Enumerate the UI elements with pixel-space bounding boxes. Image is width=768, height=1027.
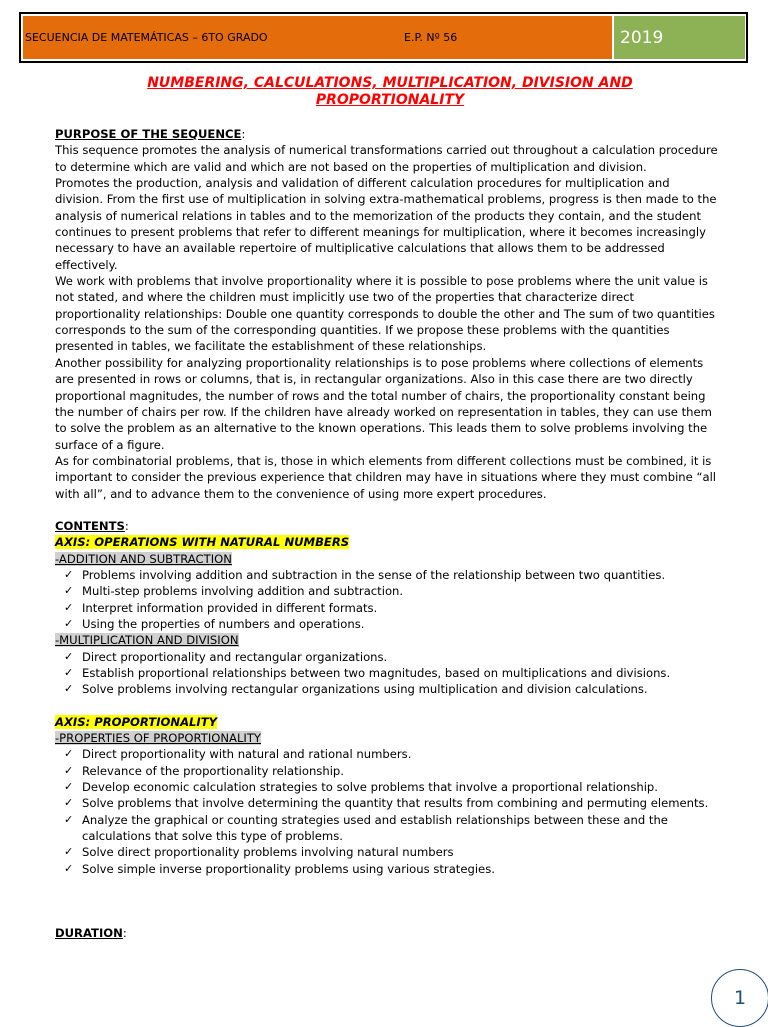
list-item-text: Solve problems that involve determining the quantity that results from combining and permuting elements. <box>82 796 709 811</box>
year-label: 2019 <box>620 28 664 48</box>
subsection-heading <box>55 730 720 746</box>
purpose-paragraph: This sequence promotes the analysis of numerical transformations carried out throughout a calculation procedure to determine which are valid and which are not based on the properties of multiplication and division. <box>55 143 718 174</box>
check-icon: ✓ <box>64 780 74 794</box>
axis-heading <box>55 714 720 730</box>
list-item <box>64 746 720 762</box>
purpose-paragraph: Promotes the production, analysis and validation of different calculation procedures for multiplication and division. From the first use of multiplication in solving extra-mathematical problems, progress is then made to the analysis of numerical relations in tables and to the memorization of the products they contain, and the student continues to present problems that refer to different meanings for multiplication, where it becomes increasingly necessary to have an available repertoire of multiplicative calculations that allows them to be addressed effectively. <box>55 176 717 272</box>
page-number-badge <box>711 969 768 1027</box>
page-number: 1 <box>733 987 747 1009</box>
check-icon: ✓ <box>64 567 74 581</box>
axis-1-sub-1-list <box>55 567 720 632</box>
header-year-cell <box>614 16 745 59</box>
title-line-1: NUMBERING, CALCULATIONS, MULTIPLICATION, DIVISION AND <box>147 75 633 91</box>
list-item <box>64 763 720 779</box>
duration-label: DURATION <box>55 926 123 941</box>
subsection-heading <box>55 632 720 648</box>
contents-heading <box>55 518 720 534</box>
check-icon: ✓ <box>64 584 74 598</box>
duration-colon: : <box>122 926 127 941</box>
list-item <box>64 812 720 845</box>
axis-1-sub-2-list <box>55 649 720 698</box>
axis-1-title: AXIS: OPERATIONS WITH NATURAL NUMBERS <box>55 535 350 550</box>
purpose-paragraph: As for combinatorial problems, that is, those in which elements from different collections must be combined, it is important to consider the previous experience that children may have in situations where they must combine “all with all”, and to advance them to the convenience of using more expert procedures. <box>55 453 717 501</box>
check-icon: ✓ <box>64 812 74 826</box>
axis-2-sub-1: -PROPERTIES OF PROPORTIONALITY <box>55 731 262 746</box>
list-item-text: Analyze the graphical or counting strategies used and establish relationships between these and the calculations that solve this type of problems. <box>82 812 668 844</box>
list-item-text: Problems involving addition and subtraction in the sense of the relationship between two quantities. <box>82 567 666 582</box>
axis-2-title: AXIS: PROPORTIONALITY <box>55 714 218 729</box>
contents-colon: : <box>124 518 129 533</box>
check-icon: ✓ <box>64 845 74 859</box>
list-item-text: Solve problems involving rectangular organizations using multiplication and division calculations. <box>82 682 648 697</box>
check-icon: ✓ <box>64 616 74 630</box>
check-icon: ✓ <box>64 861 74 875</box>
title-line-2: PROPORTIONALITY <box>315 92 465 108</box>
subsection-heading <box>55 551 720 567</box>
list-item-text: Solve simple inverse proportionality problems using various strategies. <box>82 861 495 876</box>
school-name: E.P. Nº 56 <box>404 31 458 44</box>
list-item <box>64 616 720 632</box>
purpose-label: PURPOSE OF THE SEQUENCE <box>55 127 242 141</box>
check-icon: ✓ <box>64 747 74 761</box>
list-item-text: Solve direct proportionality problems involving natural numbers <box>82 845 454 860</box>
list-item <box>64 861 720 877</box>
course-title: SECUENCIA DE MATEMÁTICAS – 6TO GRADO <box>25 31 268 44</box>
list-item-text: Direct proportionality and rectangular organizations. <box>82 649 388 664</box>
axis-1-sub-1: -ADDITION AND SUBTRACTION <box>55 551 232 566</box>
list-item <box>64 795 720 811</box>
purpose-paragraph: Another possibility for analyzing proportionality relationships is to pose problems where collections of elements are presented in rows or columns, that is, in rectangular organizations. Also in this case there are two directly proportional magnitudes, the number of rows and the total number of chairs, the proportionality constant being the number of chairs per row. If the children have already worked on representation in tables, they can use them to solve the problem as an alternative to the known operations. This leads them to solve problems involving the surface of a figure. <box>55 355 712 452</box>
list-item <box>64 583 720 599</box>
purpose-paragraph: We work with problems that involve proportionality where it is possible to pose problems where the unit value is not stated, and where the children must implicitly use two of the properties that characterize direct proportionality relationships: Double one quantity corresponds to double the other and The sum of two quantities corresponds to the sum of the corresponding quantities. If we propose these problems with the quantities presented in tables, we facilitate the establishment of these relationships. <box>55 274 715 354</box>
header-title-cell <box>23 16 612 59</box>
check-icon: ✓ <box>64 682 74 696</box>
list-item <box>64 681 720 697</box>
document-title <box>60 75 720 109</box>
document-body <box>55 126 720 941</box>
check-icon: ✓ <box>64 763 74 777</box>
check-icon: ✓ <box>64 796 74 810</box>
list-item <box>64 844 720 860</box>
axis-1-sub-2: -MULTIPLICATION AND DIVISION <box>55 633 239 648</box>
list-item-text: Develop economic calculation strategies to solve problems that involve a proportional relationship. <box>82 780 658 795</box>
list-item-text: Using the properties of numbers and operations. <box>82 616 365 631</box>
check-icon: ✓ <box>64 666 74 679</box>
list-item <box>64 567 720 583</box>
list-item-text: Multi-step problems involving addition and subtraction. <box>82 584 404 599</box>
list-item-text: Direct proportionality with natural and rational numbers. <box>82 747 412 762</box>
list-item-text: Interpret information provided in different formats. <box>82 600 378 615</box>
check-icon: ✓ <box>64 600 74 614</box>
list-item <box>64 600 720 616</box>
purpose-colon: : <box>241 127 246 141</box>
axis-heading <box>55 534 720 550</box>
duration-heading <box>55 925 720 941</box>
list-item <box>64 779 720 795</box>
contents-label: CONTENTS <box>55 518 125 533</box>
list-item-text: Establish proportional relationships between two magnitudes, based on multiplications and divisions. <box>82 666 671 680</box>
list-item <box>64 665 720 681</box>
purpose-heading <box>55 126 720 142</box>
check-icon: ✓ <box>64 649 74 663</box>
axis-2-sub-1-list <box>55 746 720 877</box>
list-item-text: Relevance of the proportionality relationship. <box>82 763 344 778</box>
document-header <box>19 12 748 63</box>
list-item <box>64 649 720 665</box>
